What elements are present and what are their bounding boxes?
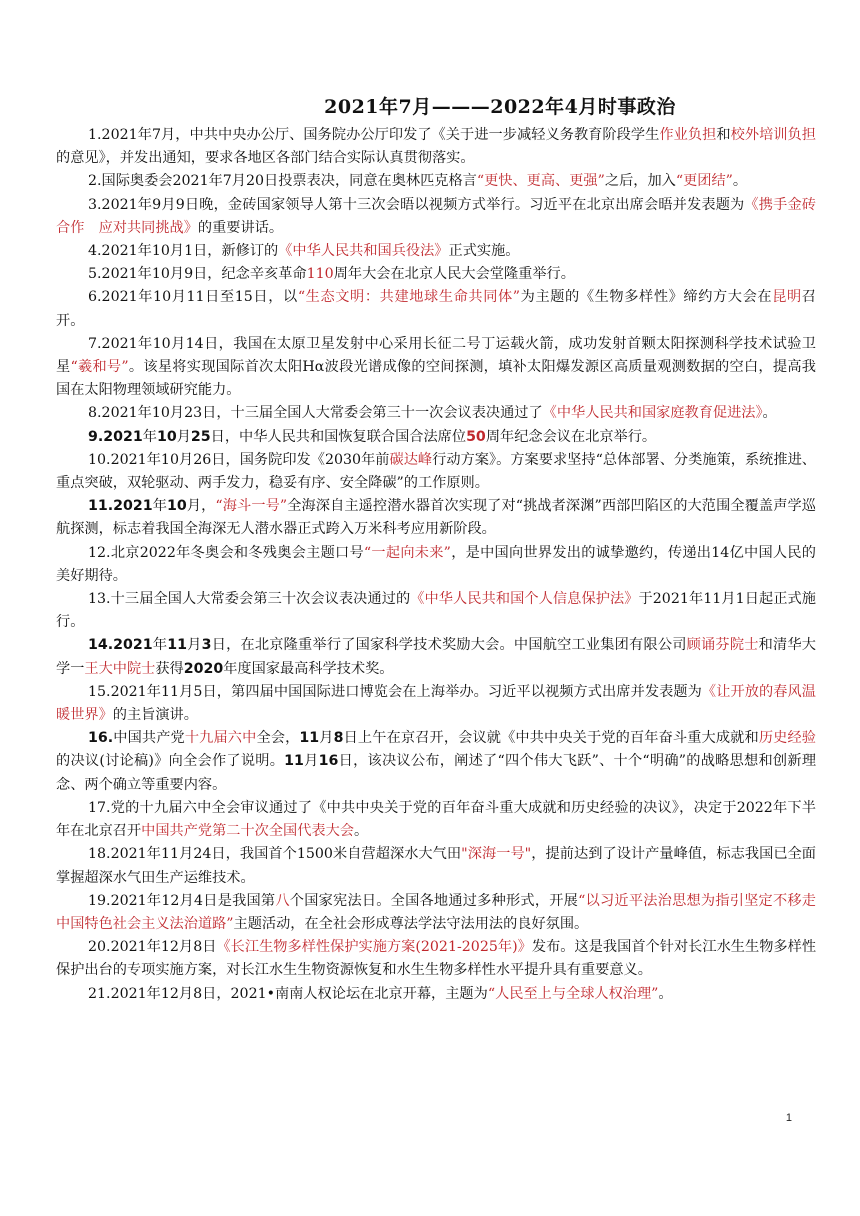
document-title: 2021年7月———2022年4月时事政治 [324, 96, 676, 118]
news-item [56, 194, 816, 240]
item-text: 十三届全国人大常委会第三十次会议表决通过的 [110, 591, 411, 608]
item-text: 16 [318, 753, 339, 770]
item-text: 日，该决议公布，阐述了“四个伟大飞跃”、十个“明确”的战略思想和创新理念、两个确立等重要内容。 [56, 753, 817, 793]
highlighted-text: “更团结” [675, 173, 733, 190]
highlighted-text: 《长江生物多样性保护实施方案(2021-2025年)》 [216, 939, 532, 956]
item-text: 。该星将实现国际首次太阳Hα波段光谱成像的空间探测，填补太阳爆发源区高质量观测数据的空白，提高我国在太阳物理领域研究能力。 [56, 359, 816, 399]
highlighted-text: 昆明 [772, 289, 802, 306]
item-text: 月 [319, 730, 334, 747]
item-text: 2021 [103, 428, 143, 445]
item-text: 召开。 [56, 289, 816, 329]
item-text: 党的十九届六中全会审议通过了《中共中央关于党的百年奋斗重大成就和历史经验的决议》，决定于2022年下半年在北京召开 [56, 799, 816, 840]
news-item [56, 890, 816, 936]
page-number: 1 [785, 1112, 792, 1124]
highlighted-text: 50 [466, 428, 486, 445]
item-number: 17. [88, 799, 111, 816]
item-text: 年 [152, 637, 168, 654]
news-item [56, 449, 816, 495]
item-number: 9. [88, 428, 104, 445]
highlighted-text: 顾诵芬院士 [686, 637, 759, 654]
item-text: 11 [167, 637, 187, 654]
item-text: 获得 [155, 660, 184, 677]
news-item [56, 797, 816, 843]
item-text: 2021年12月8日，2021•南南人权论坛在北京开幕，主题为 [110, 985, 488, 1002]
item-text: 周年大会在北京人民大会堂隆重举行。 [333, 266, 575, 283]
news-item [56, 170, 816, 193]
highlighted-text: 十九届六中 [184, 730, 257, 747]
item-number: 14. [88, 637, 114, 654]
item-text: 2021 [113, 637, 153, 654]
item-text: 正式实施。 [448, 243, 520, 260]
news-item [56, 495, 816, 541]
item-text: 11 [299, 730, 320, 747]
item-number: 3. [88, 196, 102, 213]
item-text: ，是中国向世界发出的诚挚邀约，传递出14亿中国人民的美好期待。 [56, 544, 816, 584]
item-number: 19. [88, 892, 111, 909]
news-item [56, 727, 816, 797]
news-item [56, 936, 816, 982]
item-number: 8. [88, 405, 102, 422]
item-text: 日上午在京召开，会议就《中共中央关于党的百年奋斗重大成就和 [343, 730, 759, 747]
item-text: 全海深自主遥控潜水器首次实现了对“挑战者深渊”西部凹陷区的大范围全覆盖声学巡航探测，标志着我国全海深无人潜水器正式跨入万米科考应用新阶段。 [56, 498, 816, 538]
highlighted-text: 碳达峰 [389, 451, 433, 468]
highlighted-text: “羲和号” [70, 359, 129, 376]
item-text: 行动方案》。方案要求坚持“总体部署、分类施策，系统推进、重点突破，双轮驱动、两手发力，稳妥有序、安全降碳”的工作原则。 [56, 451, 816, 492]
highlighted-text: 110 [306, 266, 334, 283]
news-item [56, 333, 816, 403]
item-number: 5. [88, 266, 102, 283]
item-text: 10 [156, 428, 177, 445]
highlighted-text: 历史经验 [758, 730, 816, 747]
item-text: 。 [353, 823, 369, 840]
item-text: 之后，加入 [604, 173, 676, 190]
highlighted-text: “生态文明：共建地球生命共同体” [297, 289, 521, 306]
highlighted-text: 中国共产党第二十次全国代表大会 [141, 823, 354, 840]
item-text: 2021年12月4日是我国第 [110, 892, 276, 909]
item-text: 年度国家最高科学技术奖。 [223, 660, 394, 677]
item-text: 。 [658, 985, 673, 1002]
item-text: 。 [762, 405, 777, 422]
item-text: 为主题的《生物多样性》缔约方大会在 [520, 289, 773, 306]
highlighted-text: 《中华人民共和国家庭教育促进法》 [542, 405, 763, 422]
item-text: 年 [142, 428, 157, 445]
news-item [56, 124, 816, 170]
item-text: 的意见》，并发出通知，要求各地区各部门结合实际认真贯彻落实。 [56, 150, 475, 167]
item-number: 12. [88, 544, 111, 561]
item-text: ，提前达到了设计产量峰值，标志我国已全面掌握超深水气田生产运维技术。 [56, 846, 816, 886]
item-text: 2021年10月26日，国务院印发《2030年前 [110, 451, 390, 468]
news-item [56, 240, 816, 263]
news-item [56, 634, 816, 680]
item-text: 个国家宪法日。全国各地通过多种形式，开展 [289, 892, 579, 909]
news-item [56, 426, 816, 449]
news-item-list [56, 124, 816, 1006]
item-text: 北京2022年冬奥会和冬残奥会主题口号 [110, 544, 364, 561]
news-item [56, 681, 816, 727]
item-text: 中国共产党 [113, 730, 185, 747]
item-text: 于2021年11月1日起正式施行。 [56, 591, 816, 631]
item-number: 21. [88, 985, 111, 1002]
item-number: 1. [88, 127, 102, 143]
highlighted-text: “以习近平法治思想为指引坚定不移走中国特色社会主义法治道路” [56, 892, 816, 932]
item-text: 国际奥委会2021年7月20日投票表决，同意在奥林匹克格言 [101, 173, 477, 190]
highlighted-text: 《中华人民共和国兵役法》 [278, 243, 449, 260]
highlighted-text: “人民至上与全球人权治理” [487, 985, 659, 1002]
highlighted-text: 王大中院士 [84, 660, 156, 677]
highlighted-text: 《中华人民共和国个人信息保护法》 [410, 591, 639, 608]
item-text: 8 [333, 730, 344, 747]
highlighted-text: 校外培训负担 [730, 127, 816, 143]
highlighted-text: 作业负担 [659, 127, 717, 143]
item-text: 的主旨演讲。 [112, 707, 198, 724]
item-text: 主题活动，在全社会形成尊法学法守法用法的良好氛围。 [233, 915, 589, 932]
item-number: 18. [88, 846, 111, 863]
item-text: 25 [190, 428, 211, 445]
item-text: 2021年10月23日，十三届全国人大常委会第三十一次会议表决通过了 [101, 405, 543, 422]
item-text: 全会， [256, 730, 300, 747]
item-text: 2021年10月1日，新修订的 [101, 243, 279, 260]
item-text: 年 [152, 498, 168, 515]
item-text: 日，中华人民共和国恢复联合国合法席位 [210, 428, 467, 445]
highlighted-text: “一起向未来” [363, 544, 451, 561]
highlighted-text: 八 [275, 892, 290, 909]
item-text: 和清华大学一 [56, 637, 816, 677]
item-text: 3 [201, 637, 212, 654]
item-text: 和 [716, 127, 731, 143]
highlighted-text: “更快、更高、更强” [476, 173, 605, 190]
item-number: 7. [88, 335, 102, 352]
news-item [56, 843, 816, 889]
item-text: 2021年7月，中共中央办公厅、国务院办公厅印发了《关于进一步减轻义务教育阶段学生 [101, 127, 660, 143]
item-text: 日，在北京隆重举行了国家科学技术奖励大会。中国航空工业集团有限公司 [211, 637, 687, 654]
item-text: 2021年10月14日，我国在太原卫星发射中心采用长征二号丁运载火箭，成功发射首颗太阳探测科学技术试验卫星 [56, 335, 816, 376]
item-number: 16. [88, 730, 114, 747]
item-number: 15. [88, 683, 111, 700]
news-item [56, 263, 816, 286]
item-text: 月， [186, 498, 216, 515]
news-item [56, 402, 816, 425]
item-text: 2021年11月5日，第四届中国国际进口博览会在上海举办。习近平以视频方式出席并发表题为 [110, 683, 702, 700]
news-item [56, 542, 816, 588]
item-text: 的重要讲话。 [197, 219, 284, 236]
item-number: 2. [88, 173, 102, 190]
item-number: 11. [88, 498, 114, 515]
item-text: 2021年10月9日，纪念辛亥革命 [101, 266, 307, 283]
item-text: 2021 [113, 498, 153, 515]
item-text: 2021年10月11日至15日，以 [101, 289, 298, 306]
highlighted-text: 《携手金砖合作 应对共同挑战》 [56, 196, 816, 236]
highlighted-text: "深海一号" [461, 846, 532, 863]
item-text: 2021年11月24日，我国首个1500米自营超深水大气田 [110, 846, 462, 863]
item-text: 月 [176, 428, 191, 445]
item-number: 6. [88, 289, 102, 306]
item-text: 11 [284, 753, 304, 770]
item-text: 的决议(讨论稿)》向全会作了说明。 [56, 753, 285, 770]
item-number: 4. [88, 243, 102, 260]
item-text: 周年纪念会议在北京举行。 [485, 428, 657, 445]
item-text: 10 [167, 498, 187, 515]
item-text: 月 [187, 637, 202, 654]
highlighted-text: 《让开放的春风温暖世界》 [56, 683, 816, 724]
item-text: 月 [303, 753, 319, 770]
item-text: 2020 [183, 660, 224, 677]
news-item [56, 286, 816, 332]
item-text: 2021年12月8日 [110, 939, 217, 956]
item-text: 发布。这是我国首个针对长江水生生物多样性保护出台的专项实施方案，对长江水生生物资源恢复和水生生物多样性水平提升具有重要意义。 [56, 939, 817, 979]
news-item [56, 983, 816, 1006]
item-text: 。 [732, 173, 748, 190]
item-number: 10. [88, 451, 111, 468]
item-number: 13. [88, 591, 111, 608]
item-text: 2021年9月9日晚，金砖国家领导人第十三次会晤以视频方式举行。习近平在北京出席会晤并发表题为 [101, 196, 745, 213]
item-number: 20. [88, 939, 111, 956]
highlighted-text: “海斗一号” [215, 498, 288, 515]
news-item [56, 588, 816, 634]
